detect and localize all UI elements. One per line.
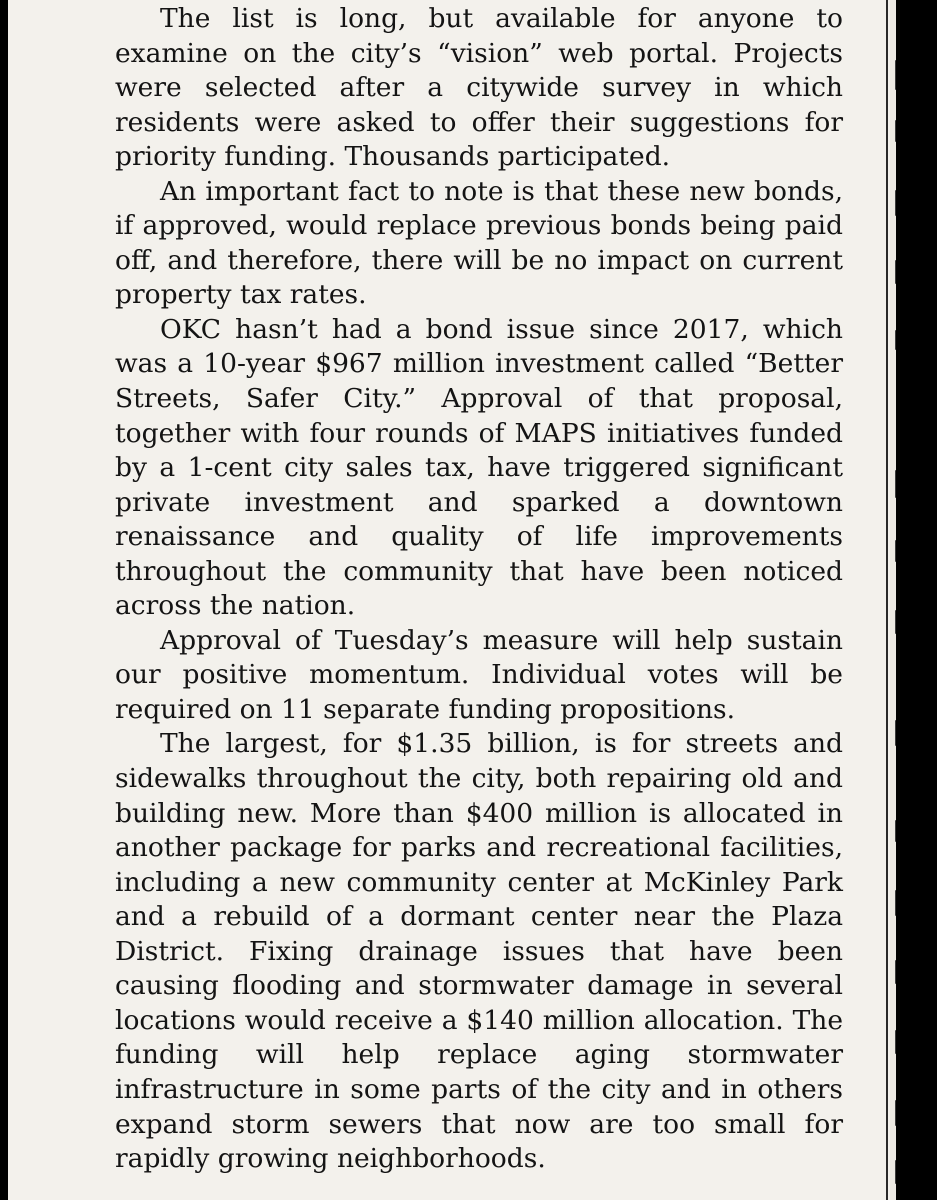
adjacent-text-fragment bbox=[895, 1160, 896, 1184]
adjacent-text-fragment bbox=[895, 960, 896, 984]
paragraph-4: Approval of Tuesday’s measure will help sustain our positive momentum. Individual votes will be required on 11 separate funding propositions. bbox=[115, 624, 843, 725]
adjacent-text-fragment bbox=[895, 470, 896, 498]
paragraph-5: The largest, for $1.35 billion, is for streets and sidewalks throughout the city, both repairing old and building new. More than $400 million is allocated in another package for parks and recreational facilities, including a new community center at McKinley Park and a rebuild of a dormant center near the Plaza District. Fixing drainage issues that have been causing flooding and stormwater damage in several locations would receive a $140 million allocation. The funding will help replace aging stormwater infrastructure in some parts of the city and in others expand storm sewers that now are too small for rapidly growing neighborhoods. bbox=[115, 728, 843, 1175]
newspaper-page bbox=[8, 0, 896, 1200]
adjacent-text-fragment bbox=[895, 720, 896, 746]
paragraph-1: The list is long, but available for anyone to examine on the city’s “vision” web portal. Projects were selected after a citywide survey in which residents were asked to offer their suggestions for priority funding. Thousands participated. bbox=[115, 3, 843, 173]
adjacent-text-fragment bbox=[895, 190, 896, 216]
paragraph-3: OKC hasn’t had a bond issue since 2017, which was a 10-year $967 million investment called “Better Streets, Safer City.” Approval of that proposal, together with four rounds of MAPS initiatives funded by a 1-cent city sales tax, have triggered significant private investment and sparked a downtown renaissance and quality of life improvements throughout the community that have been noticed across the nation. bbox=[115, 313, 843, 622]
adjacent-text-fragment bbox=[895, 610, 896, 634]
adjacent-text-fragment bbox=[895, 890, 896, 916]
adjacent-column-edge bbox=[890, 0, 896, 1200]
adjacent-text-fragment bbox=[895, 60, 896, 90]
adjacent-text-fragment bbox=[895, 1100, 896, 1126]
adjacent-text-fragment bbox=[895, 330, 896, 350]
adjacent-text-fragment bbox=[895, 260, 896, 284]
adjacent-text-fragment bbox=[895, 820, 896, 842]
paragraph-2: An important fact to note is that these new bonds, if approved, would replace previous bonds being paid off, and therefore, there will be no impact on current property tax rates. bbox=[115, 175, 843, 311]
article-column bbox=[115, 2, 843, 1177]
adjacent-text-fragment bbox=[895, 540, 896, 562]
column-rule bbox=[886, 0, 888, 1200]
adjacent-text-fragment bbox=[895, 120, 896, 142]
adjacent-text-fragment bbox=[895, 1030, 896, 1054]
